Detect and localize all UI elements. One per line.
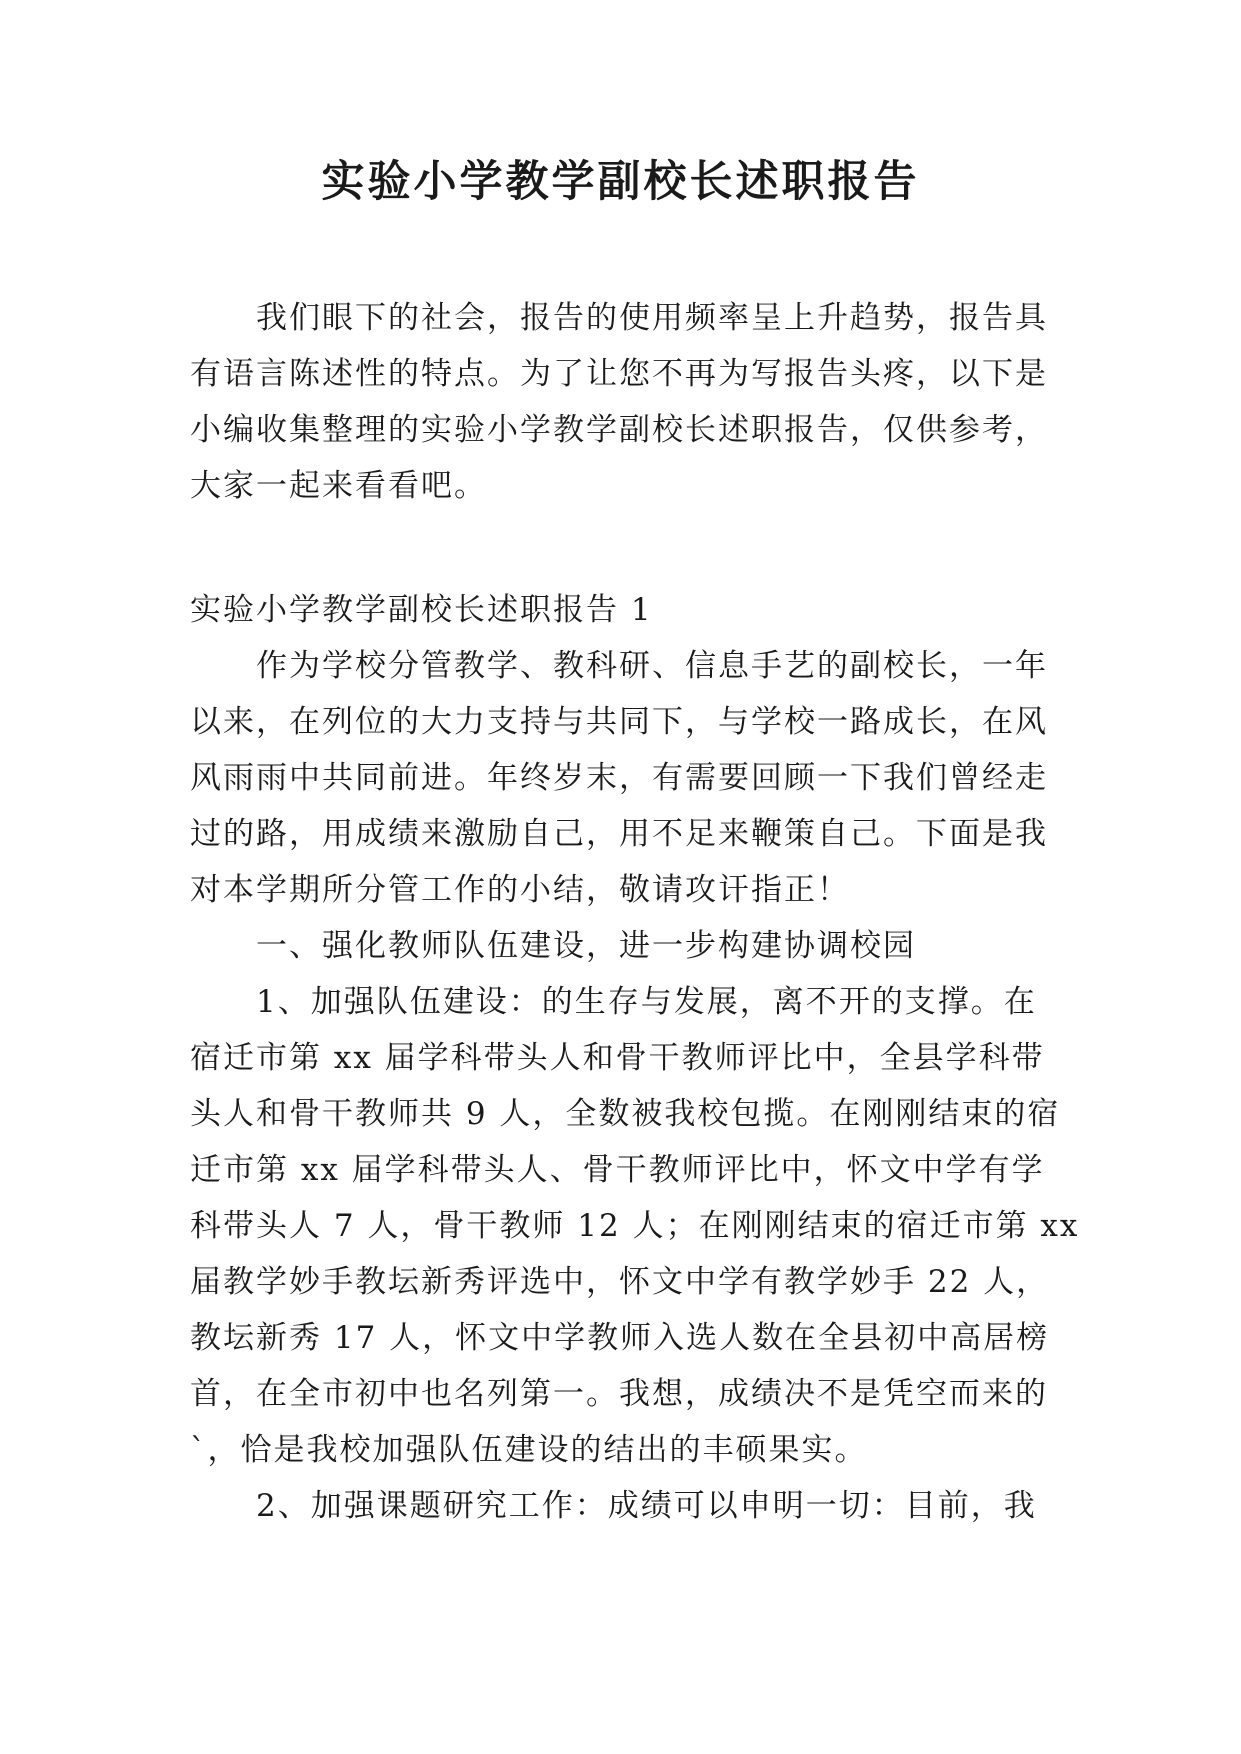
text-line: 1、加强队伍建设：的生存与发展，离不开的支撑。在	[190, 984, 1037, 1020]
document-title: 实验小学教学副校长述职报告	[321, 157, 920, 207]
text-line: 作为学校分管教学、教科研、信息手艺的副校长，一年	[190, 648, 1048, 684]
subheading: 一、强化教师队伍建设，进一步构建协调校园	[190, 928, 916, 964]
text-line: 头人和骨干教师共 9 人，全数被我校包揽。在刚刚结束的宿	[190, 1096, 1061, 1132]
text-line: 以来，在列位的大力支持与共同下，与学校一路成长，在风	[190, 704, 1048, 740]
text-line: 首，在全市初中也名列第一。我想，成绩决不是凭空而来的	[190, 1376, 1048, 1412]
text-line: 科带头人 7 人，骨干教师 12 人；在刚刚结束的宿迁市第 xx	[190, 1208, 1080, 1244]
intro-paragraph	[190, 290, 1060, 514]
text-line: `，恰是我校加强队伍建设的结出的丰硕果实。	[190, 1432, 868, 1468]
section-1	[190, 582, 1080, 1534]
text-line: 我们眼下的社会，报告的使用频率呈上升趋势，报告具	[190, 300, 1048, 336]
text-line: 有语言陈述性的特点。为了让您不再为写报告头疼，以下是	[190, 356, 1048, 392]
text-line: 教坛新秀 17 人，怀文中学教师入选人数在全县初中高居榜	[190, 1320, 1050, 1356]
text-line: 大家一起来看看吧。	[190, 468, 487, 504]
text-line: 宿迁市第 xx 届学科带头人和骨干教师评比中，全县学科带	[190, 1040, 1045, 1076]
text-line: 对本学期所分管工作的小结，敬请攻讦指正！	[190, 872, 850, 908]
text-line: 小编收集整理的实验小学教学副校长述职报告，仅供参考，	[190, 412, 1048, 448]
section-heading: 实验小学教学副校长述职报告 1	[190, 592, 653, 628]
text-line: 迁市第 xx 届学科带头人、骨干教师评比中，怀文中学有学	[190, 1152, 1045, 1188]
text-line: 过的路，用成绩来激励自己，用不足来鞭策自己。下面是我	[190, 816, 1048, 852]
text-line: 届教学妙手教坛新秀评选中，怀文中学有教学妙手 22 人，	[190, 1264, 1050, 1300]
text-line: 2、加强课题研究工作：成绩可以申明一切：目前，我	[190, 1488, 1037, 1524]
text-line: 风雨雨中共同前进。年终岁末，有需要回顾一下我们曾经走	[190, 760, 1048, 796]
